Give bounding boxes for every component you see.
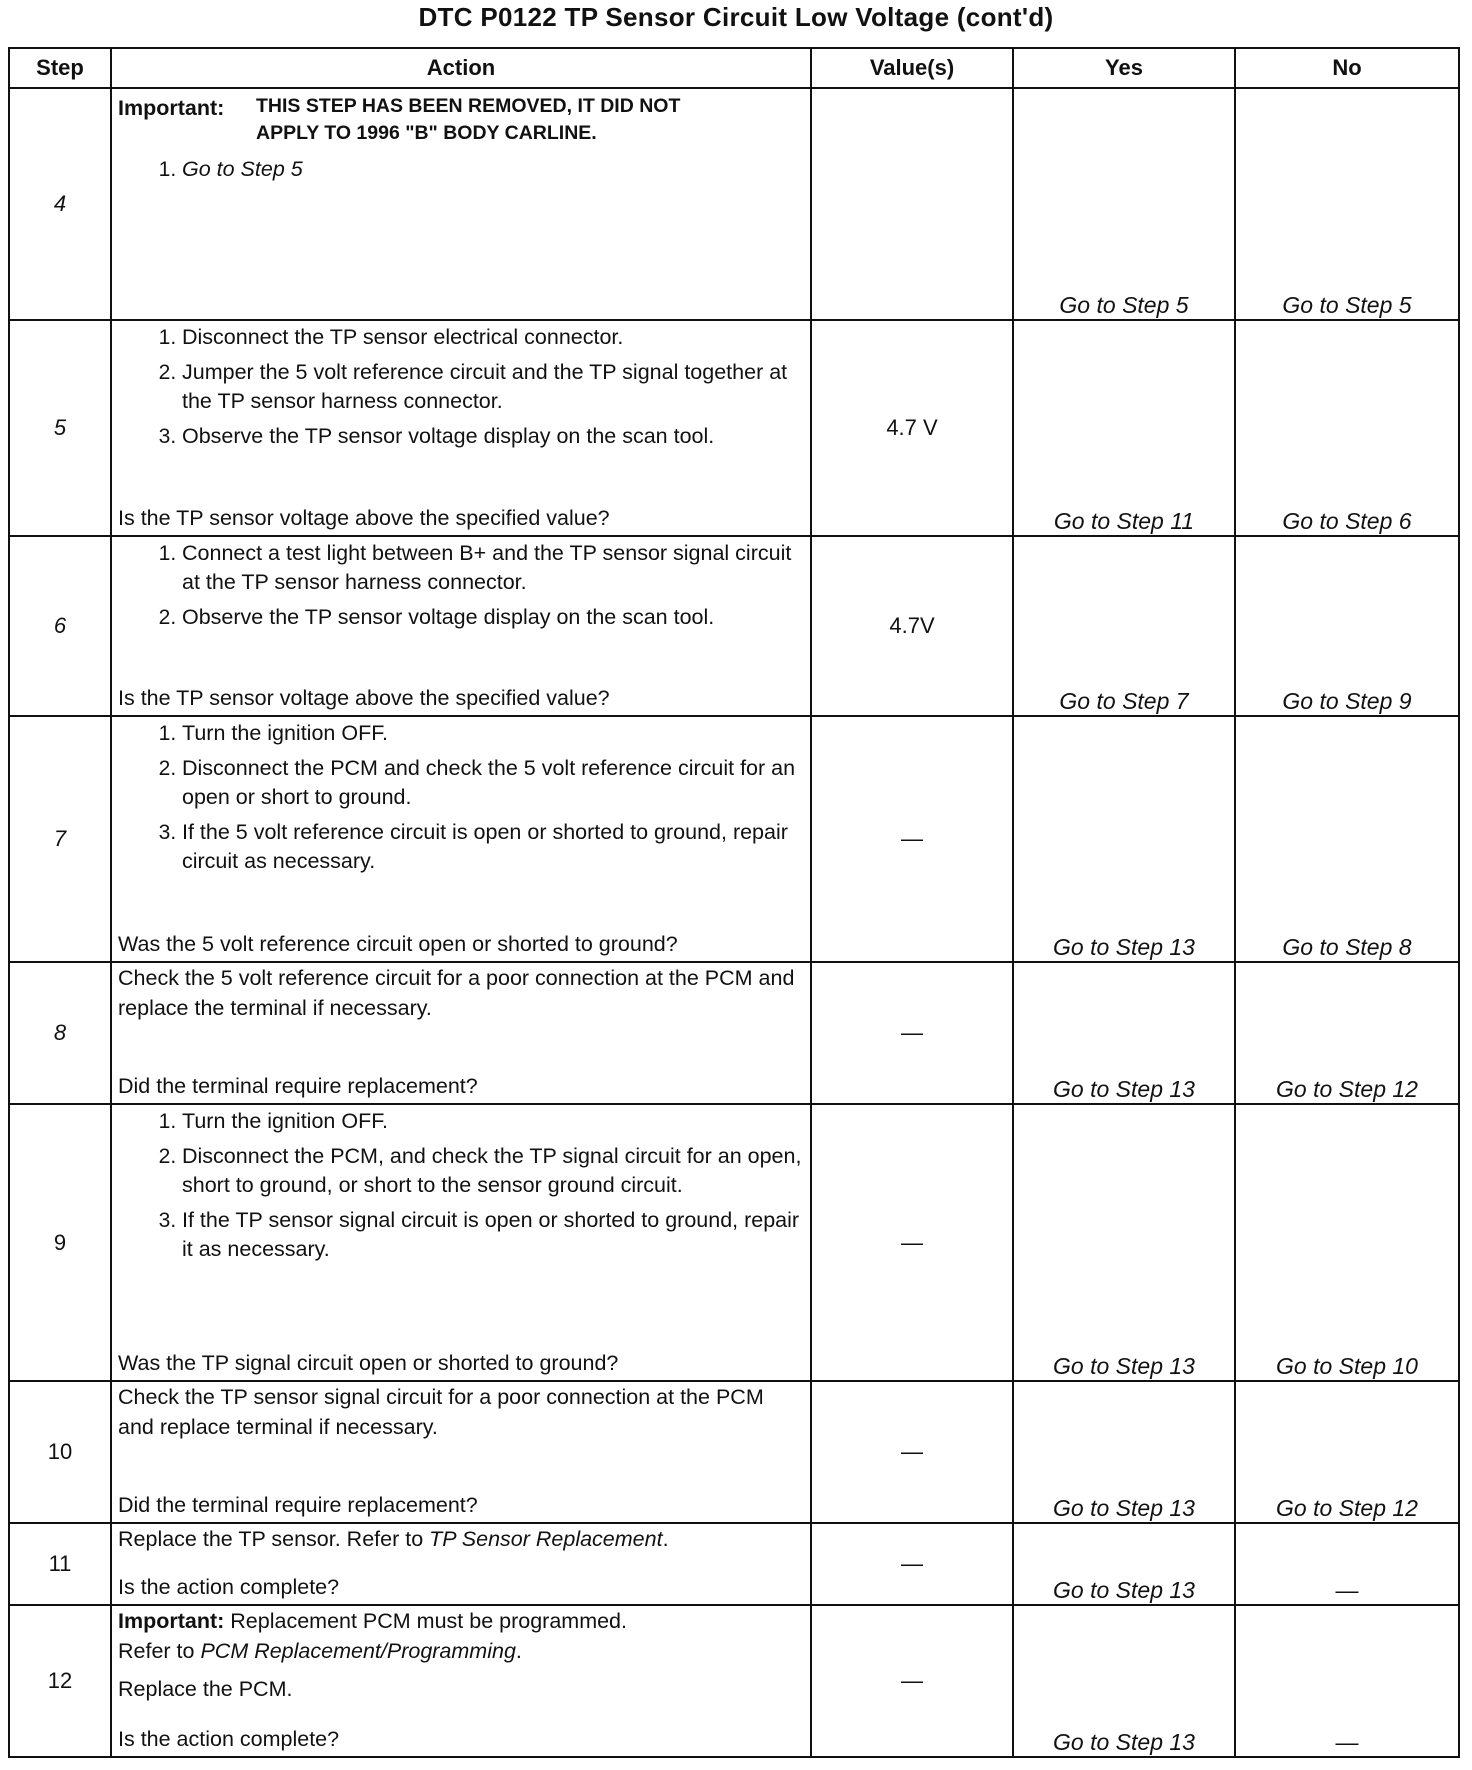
step-number: 4 bbox=[9, 88, 111, 320]
value-cell: 4.7V bbox=[811, 536, 1013, 716]
action-question: Was the TP signal circuit open or shorted to ground? bbox=[118, 1351, 619, 1375]
step-number: 6 bbox=[9, 536, 111, 716]
value-cell: — bbox=[811, 1104, 1013, 1381]
action-step: 3. If the TP sensor signal circuit is open or shorted to ground, repair it as necessary. bbox=[182, 1206, 804, 1264]
no-cell: Go to Step 9 bbox=[1235, 536, 1459, 716]
value-cell: — bbox=[811, 962, 1013, 1104]
action-step: 1. Disconnect the TP sensor electrical connector. bbox=[182, 323, 804, 352]
action-step: 2. Jumper the 5 volt reference circuit and the TP signal together at the TP sensor harness connector. bbox=[182, 358, 804, 416]
action-step: 2. Observe the TP sensor voltage display on the scan tool. bbox=[182, 603, 804, 632]
action-cell bbox=[111, 1523, 811, 1605]
action-question: Is the action complete? bbox=[118, 1727, 340, 1751]
diagnostic-table bbox=[8, 47, 1460, 1758]
action-question: Did the terminal require replacement? bbox=[118, 1074, 478, 1098]
no-cell: Go to Step 12 bbox=[1235, 1381, 1459, 1523]
important-note: Important: Replacement PCM must be programmed. bbox=[118, 1609, 627, 1633]
table-row bbox=[9, 716, 1459, 962]
value-cell: 4.7 V bbox=[811, 320, 1013, 536]
header-values: Value(s) bbox=[811, 48, 1013, 88]
value-cell bbox=[811, 88, 1013, 320]
action-text: Replace the TP sensor. Refer to TP Sensor Replacement. bbox=[118, 1527, 669, 1551]
yes-cell: Go to Step 13 bbox=[1013, 1523, 1235, 1605]
step-number: 12 bbox=[9, 1605, 111, 1757]
action-cell bbox=[111, 1381, 811, 1523]
action-cell bbox=[111, 320, 811, 536]
action-question: Is the action complete? bbox=[118, 1575, 340, 1599]
action-question: Was the 5 volt reference circuit open or shorted to ground? bbox=[118, 932, 678, 956]
action-question: Did the terminal require replacement? bbox=[118, 1493, 478, 1517]
yes-cell: Go to Step 13 bbox=[1013, 716, 1235, 962]
action-text: Check the TP sensor signal circuit for a poor connection at the PCM and replace terminal if necessary. bbox=[118, 1385, 764, 1439]
yes-cell: Go to Step 13 bbox=[1013, 1381, 1235, 1523]
header-action: Action bbox=[111, 48, 811, 88]
action-cell bbox=[111, 536, 811, 716]
table-row bbox=[9, 536, 1459, 716]
no-cell: Go to Step 8 bbox=[1235, 716, 1459, 962]
action-cell bbox=[111, 88, 811, 320]
action-cell bbox=[111, 962, 811, 1104]
header-step: Step bbox=[9, 48, 111, 88]
header-no: No bbox=[1235, 48, 1459, 88]
step-number: 7 bbox=[9, 716, 111, 962]
yes-cell: Go to Step 13 bbox=[1013, 1605, 1235, 1757]
table-row bbox=[9, 88, 1459, 320]
step-number: 11 bbox=[9, 1523, 111, 1605]
important-label: Important: bbox=[118, 96, 225, 120]
no-cell: Go to Step 10 bbox=[1235, 1104, 1459, 1381]
yes-cell: Go to Step 5 bbox=[1013, 88, 1235, 320]
table-row bbox=[9, 1104, 1459, 1381]
yes-cell: Go to Step 13 bbox=[1013, 1104, 1235, 1381]
step-number: 10 bbox=[9, 1381, 111, 1523]
action-cell bbox=[111, 1605, 811, 1757]
value-cell: — bbox=[811, 1523, 1013, 1605]
action-question: Is the TP sensor voltage above the specified value? bbox=[118, 506, 610, 530]
header-yes: Yes bbox=[1013, 48, 1235, 88]
important-text: APPLY TO 1996 "B" BODY CARLINE. bbox=[256, 122, 597, 144]
page-title: DTC P0122 TP Sensor Circuit Low Voltage (cont'd) bbox=[418, 2, 1054, 32]
value-cell: — bbox=[811, 1381, 1013, 1523]
no-cell: Go to Step 12 bbox=[1235, 962, 1459, 1104]
yes-cell: Go to Step 13 bbox=[1013, 962, 1235, 1104]
value-cell: — bbox=[811, 716, 1013, 962]
no-cell: — bbox=[1235, 1523, 1459, 1605]
no-cell: Go to Step 6 bbox=[1235, 320, 1459, 536]
action-step: 2. Disconnect the PCM, and check the TP signal circuit for an open, short to ground, or short to the sensor ground circuit. bbox=[182, 1142, 804, 1200]
action-cell bbox=[111, 1104, 811, 1381]
yes-cell: Go to Step 7 bbox=[1013, 536, 1235, 716]
no-cell: — bbox=[1235, 1605, 1459, 1757]
action-step: 3. Observe the TP sensor voltage display on the scan tool. bbox=[182, 422, 804, 451]
important-reference: Refer to PCM Replacement/Programming. bbox=[118, 1639, 522, 1663]
value-cell: — bbox=[811, 1605, 1013, 1757]
action-question: Is the TP sensor voltage above the specified value? bbox=[118, 686, 610, 710]
table-header-row bbox=[9, 48, 1459, 88]
action-step: 2. Disconnect the PCM and check the 5 volt reference circuit for an open or short to ground. bbox=[182, 754, 804, 812]
step-number: 9 bbox=[9, 1104, 111, 1381]
table-row bbox=[9, 962, 1459, 1104]
action-step: 1. Connect a test light between B+ and the TP sensor signal circuit at the TP sensor harness connector. bbox=[182, 539, 804, 597]
reference-link: TP Sensor Replacement bbox=[429, 1527, 663, 1551]
important-text: THIS STEP HAS BEEN REMOVED, IT DID NOT bbox=[256, 95, 681, 117]
action-step: 3. If the 5 volt reference circuit is open or shorted to ground, repair circuit as necessary. bbox=[182, 818, 804, 876]
action-text: Check the 5 volt reference circuit for a poor connection at the PCM and replace the terminal if necessary. bbox=[118, 966, 795, 1020]
action-step: 1. Turn the ignition OFF. bbox=[182, 719, 804, 748]
action-step: 1. Turn the ignition OFF. bbox=[182, 1107, 804, 1136]
table-row bbox=[9, 320, 1459, 536]
table-row bbox=[9, 1523, 1459, 1605]
step-number: 5 bbox=[9, 320, 111, 536]
yes-cell: Go to Step 11 bbox=[1013, 320, 1235, 536]
no-cell: Go to Step 5 bbox=[1235, 88, 1459, 320]
action-text: Replace the PCM. bbox=[118, 1677, 293, 1701]
table-row bbox=[9, 1381, 1459, 1523]
step-number: 8 bbox=[9, 962, 111, 1104]
table-row bbox=[9, 1605, 1459, 1757]
action-step: 1. Go to Step 5 bbox=[182, 155, 804, 184]
action-cell bbox=[111, 716, 811, 962]
